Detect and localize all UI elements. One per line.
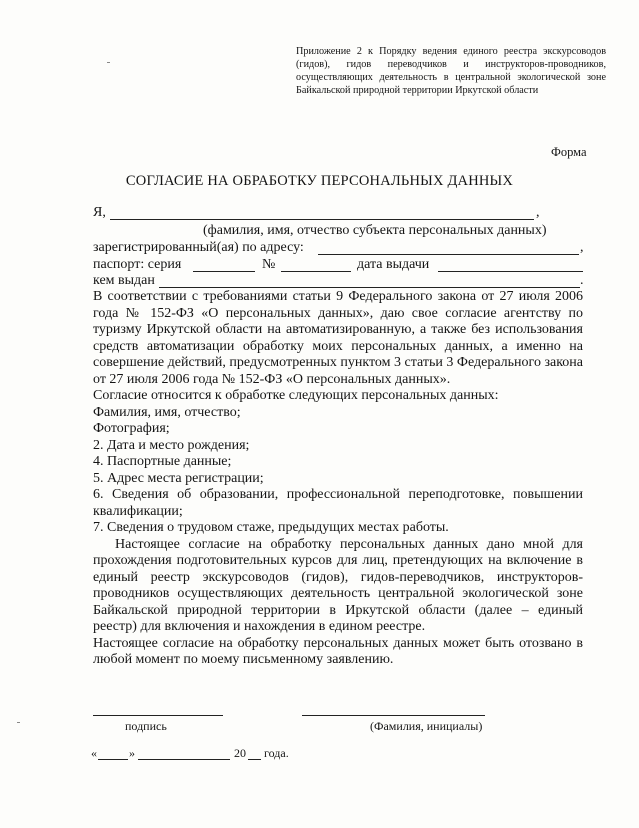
list-item: Фотография;	[93, 421, 170, 436]
scan-speck	[17, 722, 20, 723]
passport-number-label: №	[262, 257, 276, 272]
issue-date-line[interactable]	[438, 271, 583, 272]
ya-label: Я,	[93, 205, 106, 220]
address-label: зарегистрированный(ая) по адресу:	[93, 240, 304, 255]
date-month-line[interactable]	[138, 759, 230, 760]
list-item: 5. Адрес места регистрации;	[93, 470, 264, 486]
form-label: Форма	[551, 145, 587, 159]
issue-date-label: дата выдачи	[357, 257, 430, 272]
list-intro: Согласие относится к обработке следующих персональных данных:	[93, 388, 499, 403]
date-day-line[interactable]	[98, 759, 128, 760]
issued-by-period: .	[580, 273, 584, 288]
date-close-quote: »	[129, 746, 135, 760]
list-item: Фамилия, имя, отчество;	[93, 404, 241, 420]
appendix-note: Приложение 2 к Порядку ведения единого реестра экскурсоводов (гидов), гидов переводчиков и инструкторов-проводников, осуществляющих деятельность в центральной экологической зоне Байкальской природной территории Иркутской области	[296, 46, 606, 96]
consent-paragraph-3: Настоящее согласие на обработку персональных данных может быть отозвано в любой момент по моему письменному заявлению.	[93, 635, 583, 667]
consent-paragraph-1: В соответствии с требованиями статьи 9 Федерального закона от 27 июля 2006 года № 152-ФЗ «О персональных данных», даю свое согласие агентству по туризму Иркутской области на автоматизированную, а также без использования средств автоматизации обработку моих персональных данных, а именно на совершение действий, предусмотренных пунктом 3 статьи 3 Федерального закона от 27 июля 2006 года № 152-ФЗ «О персональных данных».	[93, 289, 583, 387]
issued-by-label: кем выдан	[93, 273, 155, 288]
list-item: 4. Паспортные данные;	[93, 454, 232, 469]
list-item: 2. Дата и место рождения;	[93, 437, 250, 453]
issued-by-line[interactable]	[159, 287, 580, 288]
name-line[interactable]	[302, 715, 485, 716]
fio-comma: ,	[536, 205, 540, 220]
fio-hint: (фамилия, имя, отчество субъекта персональных данных)	[203, 223, 547, 238]
consent-paragraph-2: Настоящее согласие на обработку персональных данных дано мной для прохождения подготовительных курсов для лиц, претендующих на включение в единый реестр экскурсоводов (гидов), гидов-переводчиков, инструкторов-проводников осуществляющих деятельность центральной экологической зоне Байкальской природной территории в Иркутской области (далее – единый реестр) для включения и нахождения в едином реестре.	[93, 536, 583, 634]
address-line[interactable]	[318, 254, 579, 255]
consent-body	[93, 289, 583, 669]
scan-speck	[107, 62, 110, 63]
fio-line[interactable]	[110, 219, 534, 220]
passport-series-line[interactable]	[193, 271, 255, 272]
date-open-quote: «	[91, 746, 97, 760]
signature-line[interactable]	[93, 715, 223, 716]
list-item: 6. Сведения об образовании, профессиональной переподготовке, повышении квалификации;	[93, 487, 583, 519]
date-year-suffix: года.	[264, 746, 289, 760]
address-comma: ,	[580, 240, 584, 255]
date-year-line[interactable]	[248, 759, 261, 760]
passport-number-line[interactable]	[281, 271, 351, 272]
date-year-prefix: 20	[234, 746, 246, 760]
list-item: 7. Сведения о трудовом стаже, предыдущих местах работы.	[93, 520, 449, 535]
document-title: СОГЛАСИЕ НА ОБРАБОТКУ ПЕРСОНАЛЬНЫХ ДАННЫХ	[125, 173, 514, 189]
passport-series-label: паспорт: серия	[93, 257, 182, 272]
name-label: (Фамилия, инициалы)	[370, 719, 483, 733]
signature-label: подпись	[125, 719, 167, 733]
